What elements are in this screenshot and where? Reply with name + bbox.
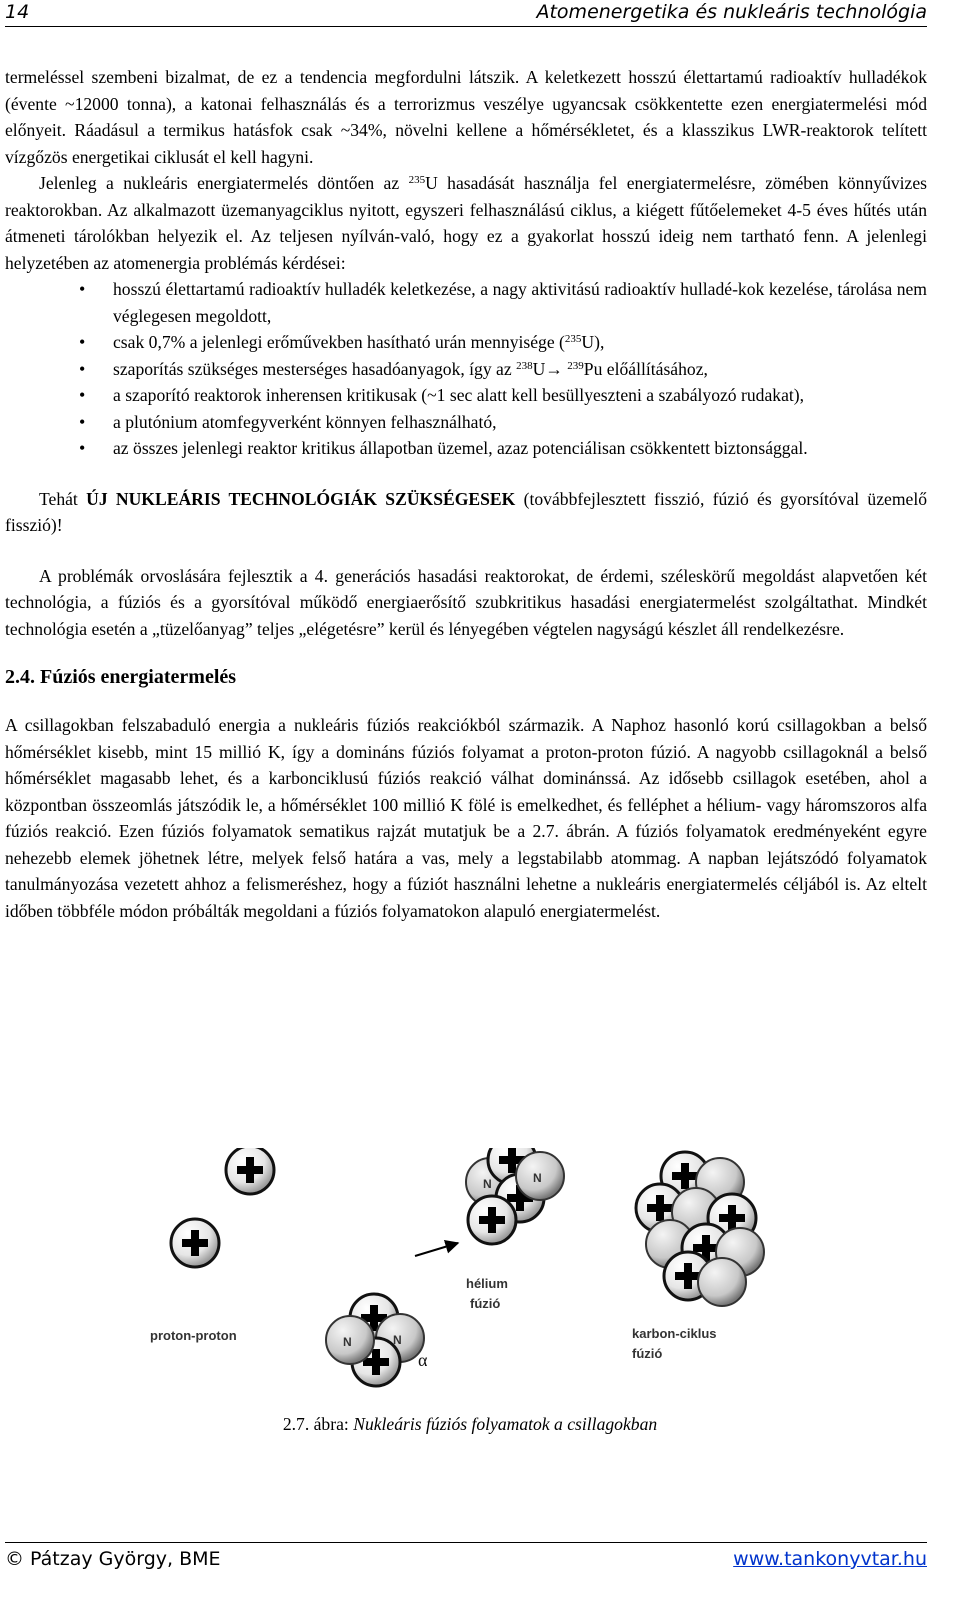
figure-caption: 2.7. ábra: Nukleáris fúziós folyamatok a csillagokban	[282, 1414, 658, 1434]
page-number: 14	[5, 1, 30, 23]
footer-link[interactable]: www.tankonyvtar.hu	[733, 1548, 927, 1570]
proton-particle	[226, 1148, 274, 1194]
helium-nucleus-large	[466, 1148, 564, 1244]
fusion-figure	[140, 1148, 780, 1408]
list-item: • szaporítás szükséges mesterséges hasadóanyagok, így az $^{238}$U→ $^{239}$Pu előállításához,	[5, 356, 927, 383]
document-body	[5, 64, 927, 924]
helium-label-1: hélium	[466, 1276, 508, 1291]
svg-text:N: N	[343, 1335, 352, 1349]
section-paragraph: A csillagokban felszabaduló energia a nukleáris fúziós reakciókból származik. A Naphoz hasonló korú csillagokban a belső hőmérséklet kisebb, mint 15 millió K, így a domináns fúziós folyamat a proton-proton fúzió. A nagyobb csillagoknál a belső hőmérséklet magasabb lehet, és a karbonciklusú fúziós reakció válhat dominánssá. Az idősebb csillagok esetében, ahol a központban összeomlás játszódik le, a hőmérséklet 100 millió K fölé is emelkedhet, és felléphet a hélium- vagy háromszoros alfa fúziós reakció. Ezen fúziós folyamatok sematikus rajzát mutatjuk be a 2.7. ábrán. A fúziós folyamatok eredményeként egyre nehezebb elemek jöhetnek létre, melyek felső határa a vas, mely a legstabilabb atommag. A napban lejátszódó folyamatok tanulmányozása vezetett ahhoz a felismeréshez, hogy a fúziót használni lehetne a nukleáris energiatermelés céljából is. Az eltelt időben többféle módon próbálták megoldani a fúziós folyamatokon alapuló energiatermelést.	[5, 715, 927, 921]
list-item: • a plutónium atomfegyverként könnyen felhasználható,	[5, 409, 927, 436]
carbon-cycle-nucleus	[636, 1152, 764, 1306]
problem-list	[5, 276, 927, 462]
list-item: • csak 0,7% a jelenlegi erőművekben hasítható urán mennyisége ($^{235}$U),	[5, 329, 927, 356]
section-heading: 2.4. Fúziós energiatermelés	[5, 666, 237, 688]
helium-nucleus-small	[326, 1294, 428, 1386]
paragraph-1: termeléssel szembeni bizalmat, de ez a tendencia megfordulni látszik. A keletkezett hosszú élettartamú radioaktív hulladékok (évente ~12000 tonna), a katonai felhasználás és a terrorizmus veszélye ugyancsak csökkentette ezen energiatermelési mód előnyeit. Ráadásul a termikus hatásfok csak ~34%, növelni kellene a hőmérsékletet, és a klasszikus LWR-reaktorok telített vízgőzös energetikai ciklusát el kell hagyni.	[5, 67, 927, 167]
proton-proton-label: proton-proton	[150, 1328, 237, 1343]
paragraph-4: A problémák orvoslására fejlesztik a 4. generációs hasadási reaktorokat, de érdemi, széleskörű megoldást alapvetően két technológia, a fúziós és a gyorsítóval működő energiaerősítő szubkritikus hasadási energiatermelést szolgáltathat. Mindkét technológia esetén a „tüzelőanyag” teljes „elégetésre” kerül és lényegében végtelen nagyságú készlet áll rendelkezésre.	[5, 565, 927, 639]
proton-particle	[171, 1219, 219, 1267]
footer-author: © Pátzay György, BME	[5, 1548, 221, 1570]
paragraph-3: Tehát ÚJ NUKLEÁRIS TECHNOLÓGIÁK SZÜKSÉGESEK (továbbfejlesztett fisszió, fúzió és gyorsítóval üzemelő fisszió)!	[5, 488, 928, 535]
page-footer	[5, 1542, 927, 1570]
carbon-cycle-label-1: karbon-ciklus	[632, 1326, 717, 1341]
carbon-cycle-label-2: fúzió	[632, 1346, 663, 1361]
helium-label-2: fúzió	[470, 1296, 501, 1311]
list-item: • a szaporító reaktorok inherensen kritikusak (~1 sec alatt kell besüllyeszteni a szabályozó rudakat),	[5, 382, 927, 409]
paragraph-2: Jelenleg a nukleáris energiatermelés döntően az $^{235}$U hasadását használja fel energiatermelésre, zömében könnyűvizes reaktorokban. Az alkalmazott üzemanyagciklus nyitott, egyszeri felhasználású ciklus, a kiégett fűtőelemeket 4-5 éves hűtés után átmeneti tárolókban helyezik el. Az teljesen nyílván-való, hogy ez a gyakorlat hosszú ideig nem tartható fenn. A jelenlegi helyzetében az atomenergia problémás kérdései:	[5, 173, 928, 273]
page-header	[5, 0, 927, 27]
running-title: Atomenergetika és nukleáris technológia	[536, 1, 927, 23]
list-item: • az összes jelenlegi reaktor kritikus állapotban üzemel, azaz potenciálisan csökkentett biztonsággal.	[5, 435, 927, 462]
arrow-icon: →	[545, 358, 563, 379]
reaction-arrow	[415, 1243, 458, 1256]
alpha-label: α	[418, 1350, 428, 1370]
svg-text:N: N	[483, 1177, 492, 1191]
list-item: • hosszú élettartamú radioaktív hulladék keletkezése, a nagy aktivitású radioaktív hulladé-kok kezelése, tárolása nem véglegesen megoldott,	[5, 276, 927, 329]
svg-text:N: N	[393, 1333, 402, 1347]
svg-text:N: N	[533, 1171, 542, 1185]
